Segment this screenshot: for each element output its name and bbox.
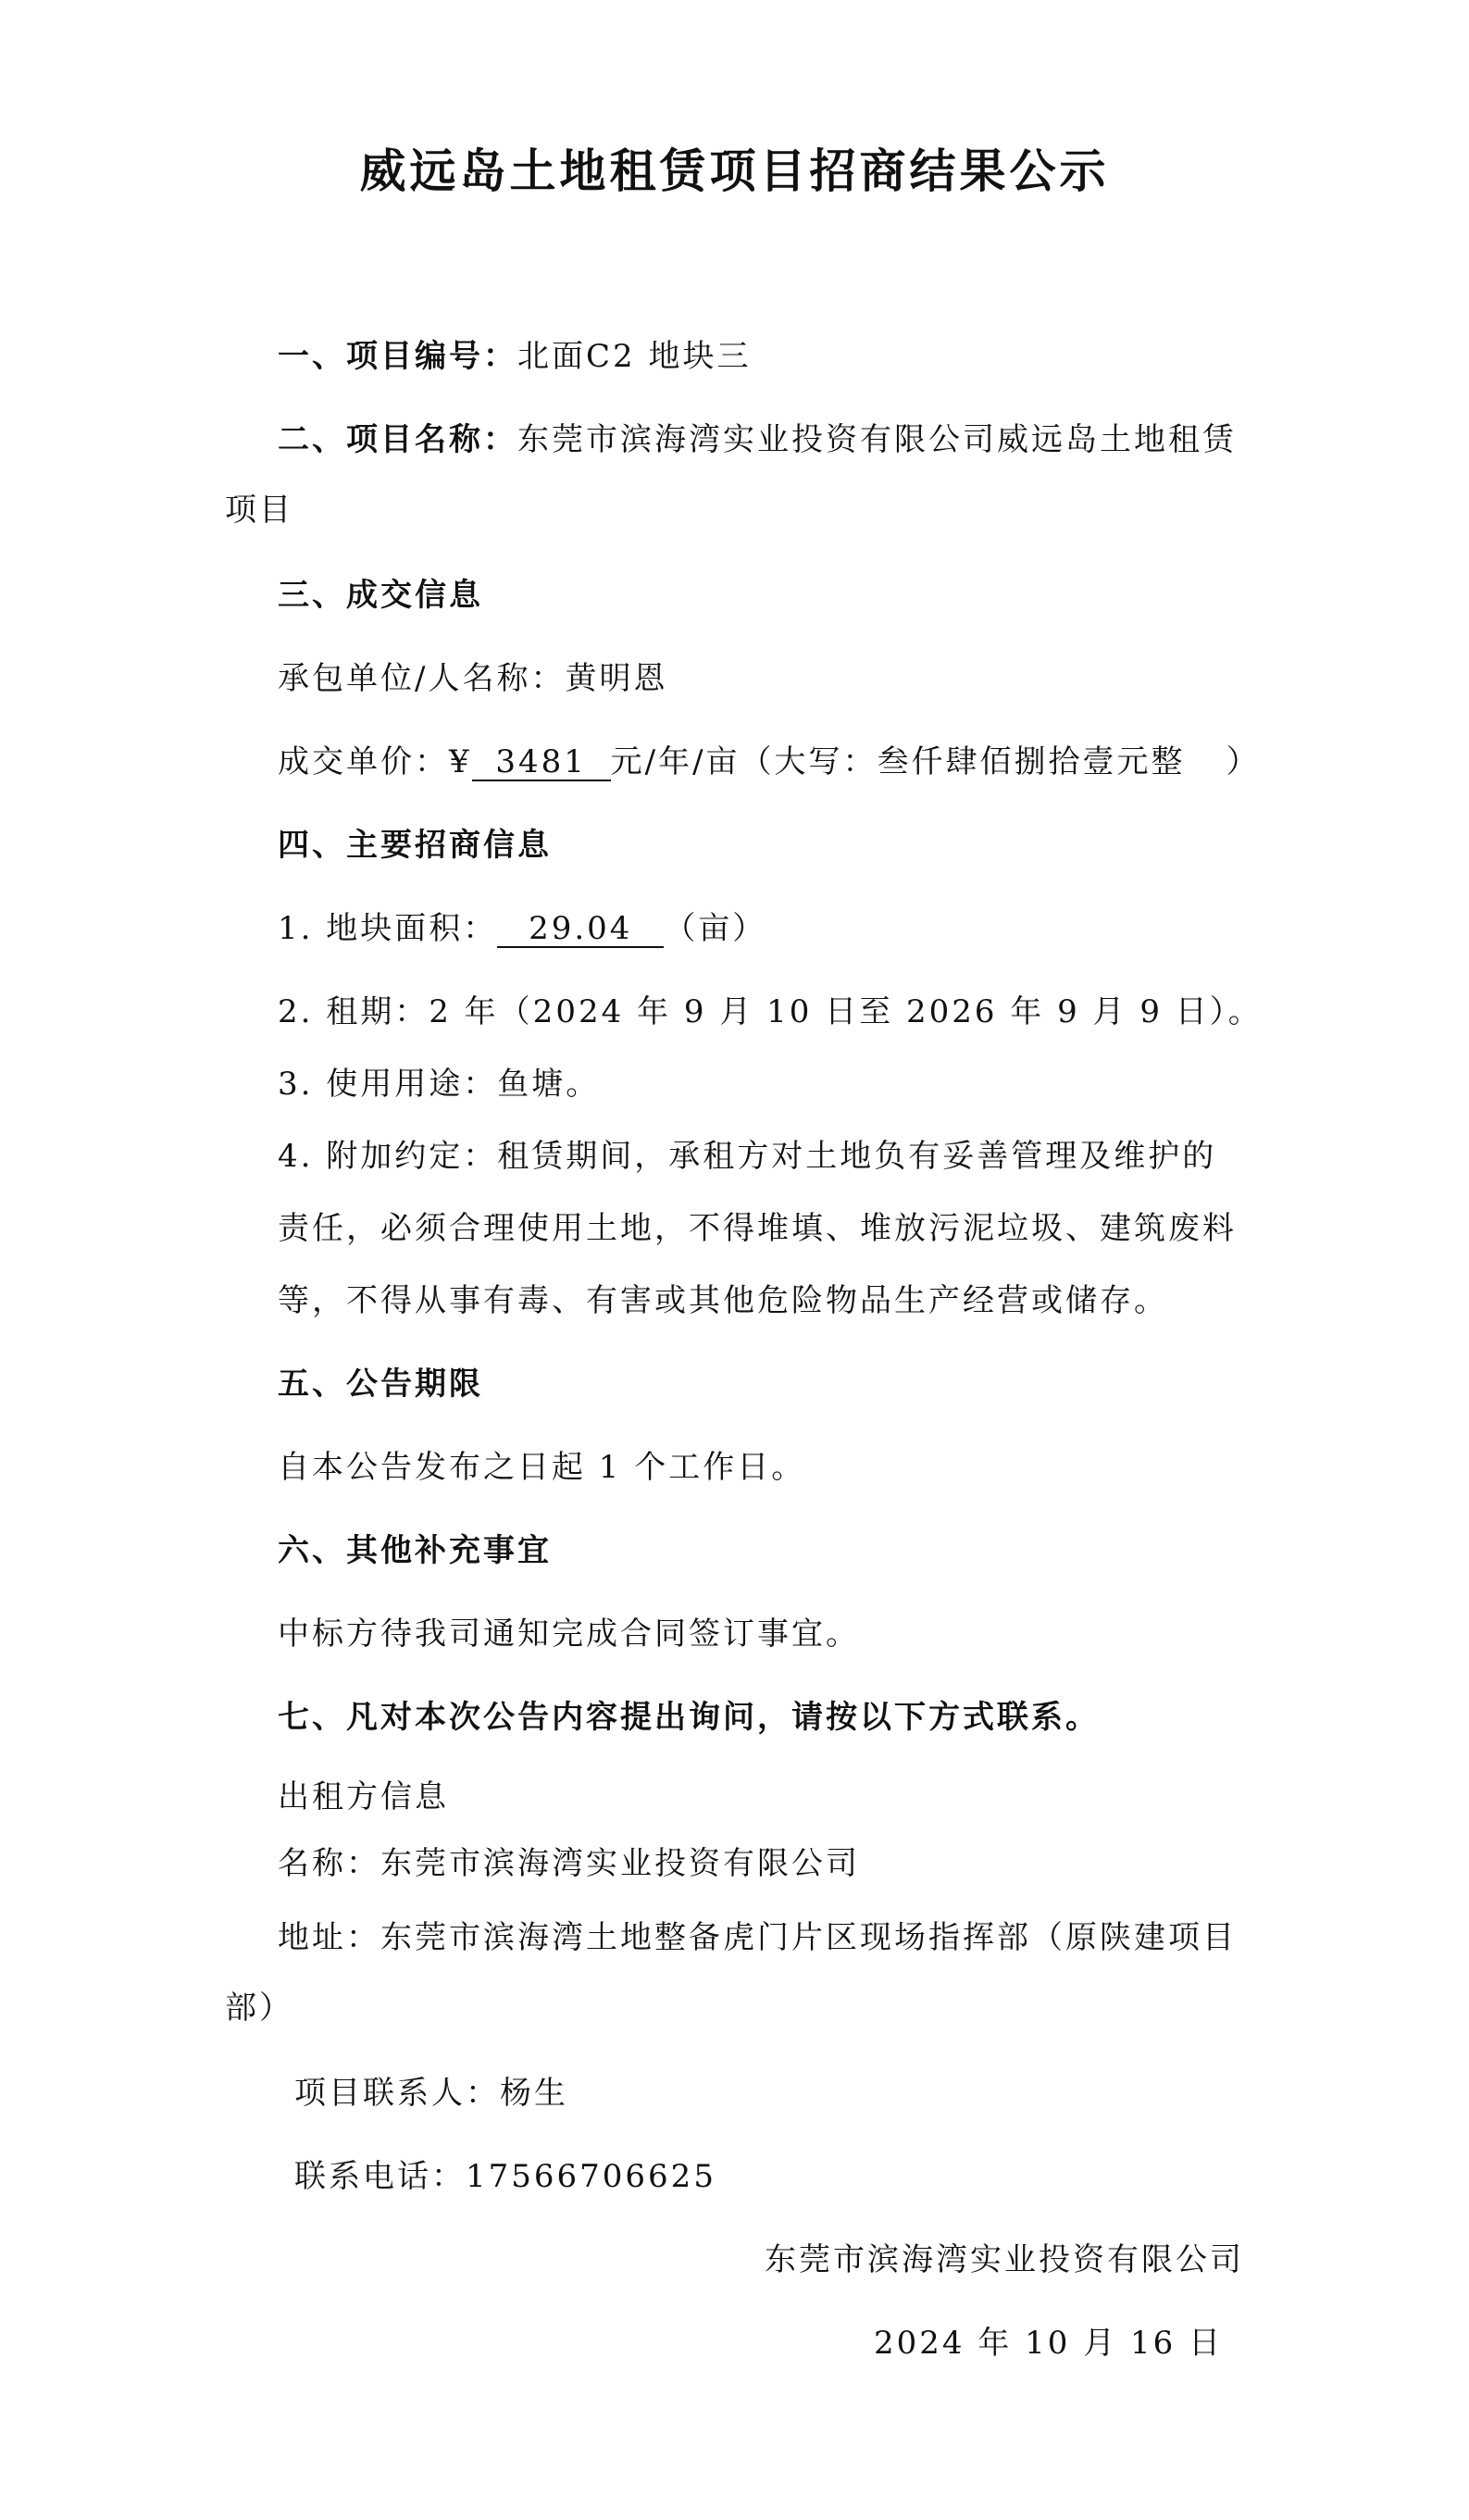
project-number-value: 北面C2 地块三 — [517, 338, 752, 375]
area-line — [278, 907, 766, 950]
signature-date: 2024 年 10 月 16 日 — [874, 2325, 1224, 2362]
contractor-value: 黄明恩 — [565, 660, 668, 697]
section3-heading: 三、成交信息 — [278, 577, 483, 614]
supplementary-text: 中标方待我司通知完成合同签订事宜。 — [278, 1616, 860, 1653]
extra-terms-line1: 4. 附加约定：租赁期间，承租方对土地负有妥善管理及维护的 — [278, 1138, 1217, 1175]
contact-phone: 联系电话：17566706625 — [294, 2158, 716, 2195]
page-title: 威远岛土地租赁项目招商结果公示 — [359, 143, 1110, 198]
project-name-value-line1: 东莞市滨海湾实业投资有限公司威远岛土地租赁 — [517, 421, 1237, 458]
price-line — [278, 741, 1261, 783]
project-name-value-line2: 项目 — [225, 492, 293, 529]
project-number-line — [278, 335, 751, 378]
section7-heading: 七、凡对本次公告内容提出询问，请按以下方式联系。 — [278, 1699, 1100, 1736]
section6-heading: 六、其他补充事宜 — [278, 1532, 552, 1569]
lessor-name: 名称：东莞市滨海湾实业投资有限公司 — [278, 1845, 860, 1882]
section1-heading: 一、项目编号： — [278, 338, 517, 375]
price-close: ） — [1226, 743, 1261, 780]
section5-heading: 五、公告期限 — [278, 1366, 483, 1403]
project-name-line — [278, 418, 1237, 461]
contractor-label: 承包单位/人名称： — [278, 660, 566, 697]
section4-heading: 四、主要招商信息 — [278, 827, 552, 864]
lessor-info-label: 出租方信息 — [278, 1778, 449, 1815]
announcement-period-text: 自本公告发布之日起 1 个工作日。 — [278, 1449, 806, 1486]
contact-person: 项目联系人：杨生 — [294, 2075, 568, 2112]
area-label: 1. 地块面积： — [278, 910, 498, 947]
contractor-line — [278, 657, 667, 700]
lessor-address-line2: 部） — [225, 1990, 293, 2027]
lease-term-line: 2. 租期：2 年（2024 年 9 月 10 日至 2026 年 9 月 9 日）。 — [278, 993, 1263, 1030]
usage-line: 3. 使用用途：鱼塘。 — [278, 1066, 601, 1103]
signature-company: 东莞市滨海湾实业投资有限公司 — [765, 2241, 1244, 2278]
price-label: 成交单价：¥ — [278, 743, 472, 780]
section2-heading: 二、项目名称： — [278, 421, 517, 458]
lessor-address-line1: 地址：东莞市滨海湾土地整备虎门片区现场指挥部（原陕建项目 — [278, 1919, 1237, 1956]
price-value: 3481 — [472, 744, 611, 781]
area-unit: （亩） — [664, 910, 767, 947]
price-words: 叁仟肆佰捌拾壹元整 — [877, 743, 1186, 780]
extra-terms-line3: 等，不得从事有毒、有害或其他危险物品生产经营或储存。 — [278, 1282, 1168, 1319]
extra-terms-line2: 责任，必须合理使用土地，不得堆填、堆放污泥垃圾、建筑废料 — [278, 1210, 1237, 1247]
price-unit: 元/年/亩（大写： — [610, 743, 878, 780]
area-value: 29.04 — [497, 911, 664, 948]
